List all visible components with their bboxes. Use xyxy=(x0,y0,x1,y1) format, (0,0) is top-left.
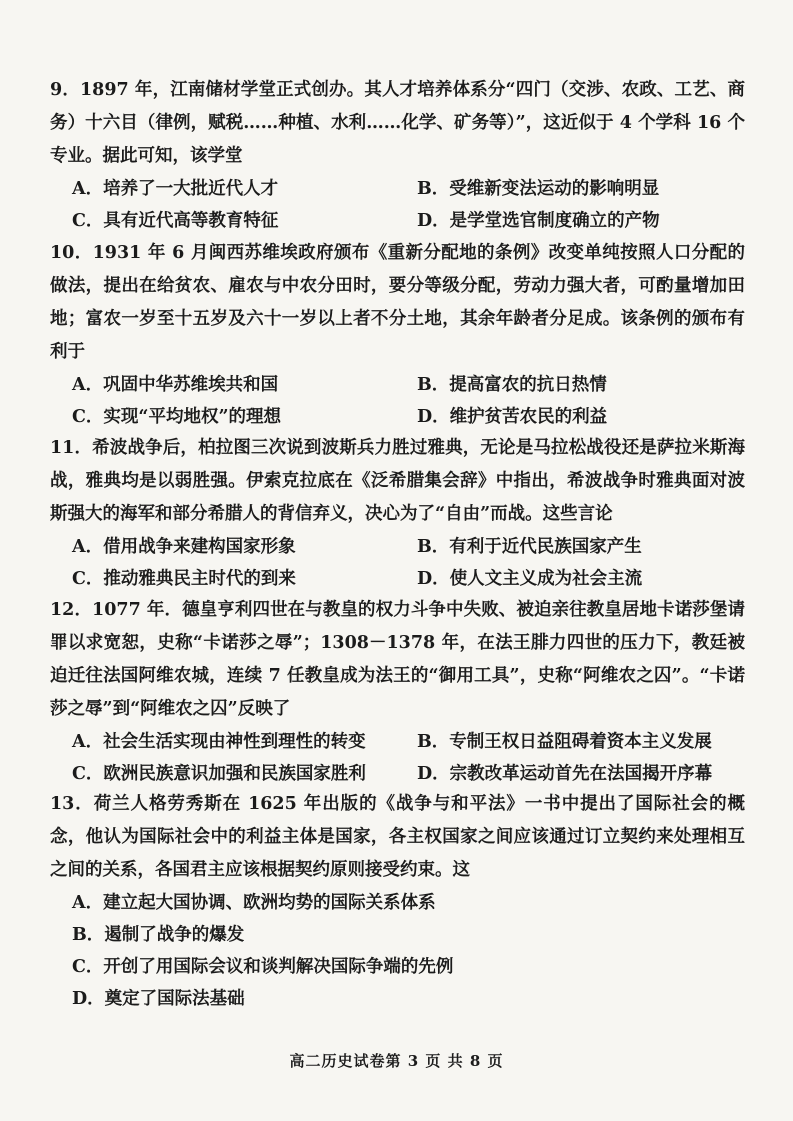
option-b: B．专制王权日益阻碍着资本主义发展 xyxy=(417,731,712,752)
question-13 xyxy=(50,788,745,1015)
question-10 xyxy=(50,237,745,433)
option-a: A．培养了一大批近代人才 xyxy=(72,178,279,199)
question-stem: 12．1077 年．德皇亨利四世在与教皇的权力斗争中失败、被迫亲往教皇居地卡诺莎堡请罪以求宽恕，史称“卡诺莎之辱”；1308－1378 年，在法王腓力四世的压力下，教廷被迫迁往法国阿维农城，连续 7 任教皇成为法王的“御用工具”，史称“阿维农之囚”。“卡诺莎之辱”到“阿维农之囚”反映了 xyxy=(50,600,745,719)
question-stem: 11．希波战争后，柏拉图三次说到波斯兵力胜过雅典，无论是马拉松战役还是萨拉米斯海战，雅典均是以弱胜强。伊索克拉底在《泛希腊集会辞》中指出，希波战争时雅典面对波斯强大的海军和部分希腊人的背信弃义，决心为了“自由”而战。这些言论 xyxy=(50,438,745,524)
option-c: C．欧洲民族意识加强和民族国家胜利 xyxy=(72,763,366,784)
option-d: D．维护贫苦农民的利益 xyxy=(417,406,608,427)
question-stem: 9．1897 年，江南储材学堂正式创办。其人才培养体系分“四门（交涉、农政、工艺、商务）十六目（律例，赋税……种植、水利……化学、矿务等）”，这近似于 4 个学科 16 个专业。据此可知，该学堂 xyxy=(50,80,745,166)
question-stem: 10．1931 年 6 月闽西苏维埃政府颁布《重新分配地的条例》改变单纯按照人口分配的做法，提出在给贫农、雇农与中农分田时，要分等级分配，劳动力强大者，可酌量增加田地；富农一岁至十五岁及六十一岁以上者不分土地，其余年龄者分足成。该条例的颁布有利于 xyxy=(50,243,745,362)
page-footer: 高二历史试卷第 3 页 共 8 页 xyxy=(289,1052,504,1070)
option-a: A．借用战争来建构国家形象 xyxy=(72,536,296,557)
option-c: C．实现“平均地权”的理想 xyxy=(72,406,282,427)
option-c: C．推动雅典民主时代的到来 xyxy=(72,568,296,589)
question-12 xyxy=(50,594,745,790)
option-a: A．社会生活实现由神性到理性的转变 xyxy=(72,731,366,752)
option-c: C．开创了用国际会议和谈判解决国际争端的先例 xyxy=(72,956,454,977)
option-a: A．巩固中华苏维埃共和国 xyxy=(72,374,279,395)
options xyxy=(50,887,745,1015)
question-stem: 13．荷兰人格劳秀斯在 1625 年出版的《战争与和平法》一书中提出了国际社会的概念，他认为国际社会中的利益主体是国家，各主权国家之间应该通过订立契约来处理相互之间的关系，各国君主应该根据契约原则接受约束。这 xyxy=(50,794,745,880)
option-a: A．建立起大国协调、欧洲均势的国际关系体系 xyxy=(72,892,436,913)
options xyxy=(50,369,745,433)
option-b: B．遏制了战争的爆发 xyxy=(72,924,245,945)
option-b: B．提高富农的抗日热情 xyxy=(417,374,607,395)
option-d: D．奠定了国际法基础 xyxy=(72,988,245,1009)
question-9 xyxy=(50,74,745,237)
option-d: D．宗教改革运动首先在法国揭开序幕 xyxy=(417,763,713,784)
options xyxy=(50,726,745,790)
option-d: D．使人文主义成为社会主流 xyxy=(417,568,643,589)
option-d: D．是学堂选官制度确立的产物 xyxy=(417,210,660,231)
question-11 xyxy=(50,432,745,595)
options xyxy=(50,531,745,595)
options xyxy=(50,173,745,237)
option-c: C．具有近代高等教育特征 xyxy=(72,210,279,231)
option-b: B．受维新变法运动的影响明显 xyxy=(417,178,660,199)
option-b: B．有利于近代民族国家产生 xyxy=(417,536,642,557)
